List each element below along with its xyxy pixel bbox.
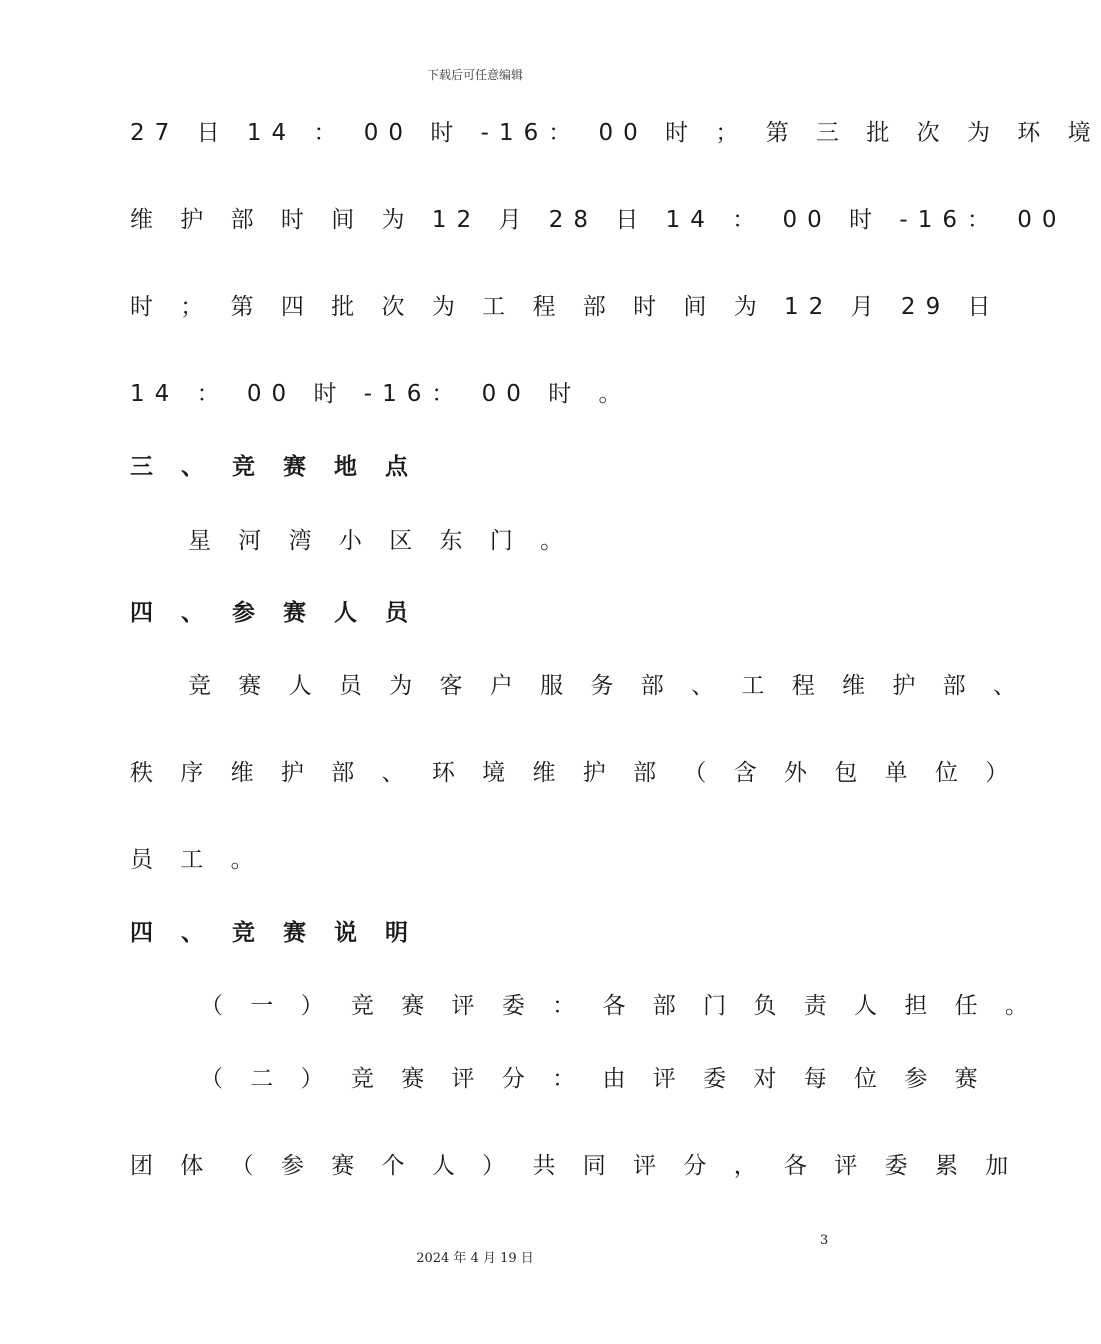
page-number: 3 xyxy=(820,1233,829,1248)
section-heading: 四 、 参 赛 人 员 xyxy=(130,600,419,626)
body-line: 星 河 湾 小 区 东 门 。 xyxy=(188,528,574,554)
body-line: 秩 序 维 护 部 、 环 境 维 护 部 （ 含 外 包 单 位 ） xyxy=(130,760,1019,786)
body-line: 竞 赛 人 员 为 客 户 服 务 部 、 工 程 维 护 部 、 xyxy=(188,673,1026,699)
page-header: 下载后可任意编辑 xyxy=(426,68,523,82)
body-line: 27 日 14 ： 00 时 -16： 00 时 ； 第 三 批 次 为 环 境 xyxy=(130,120,1101,146)
body-line: （ 一 ） 竞 赛 评 委 ： 各 部 门 负 责 人 担 任 。 xyxy=(200,993,1038,1019)
body-line: 团 体 （ 参 赛 个 人 ） 共 同 评 分 ， 各 评 委 累 加 xyxy=(130,1153,1019,1179)
body-line: 员 工 。 xyxy=(130,847,264,873)
body-line: 时 ； 第 四 批 次 为 工 程 部 时 间 为 12 月 29 日 xyxy=(130,294,1001,320)
body-line: （ 二 ） 竞 赛 评 分 ： 由 评 委 对 每 位 参 赛 xyxy=(200,1066,988,1092)
footer-date: 2024 年 4 月 19 日 xyxy=(416,1251,534,1266)
body-line: 14 ： 00 时 -16： 00 时 。 xyxy=(130,381,632,407)
section-heading: 四 、 竞 赛 说 明 xyxy=(130,920,419,946)
body-line: 维 护 部 时 间 为 12 月 28 日 14 ： 00 时 -16： 00 xyxy=(130,207,1067,233)
section-heading: 三 、 竞 赛 地 点 xyxy=(130,454,419,480)
